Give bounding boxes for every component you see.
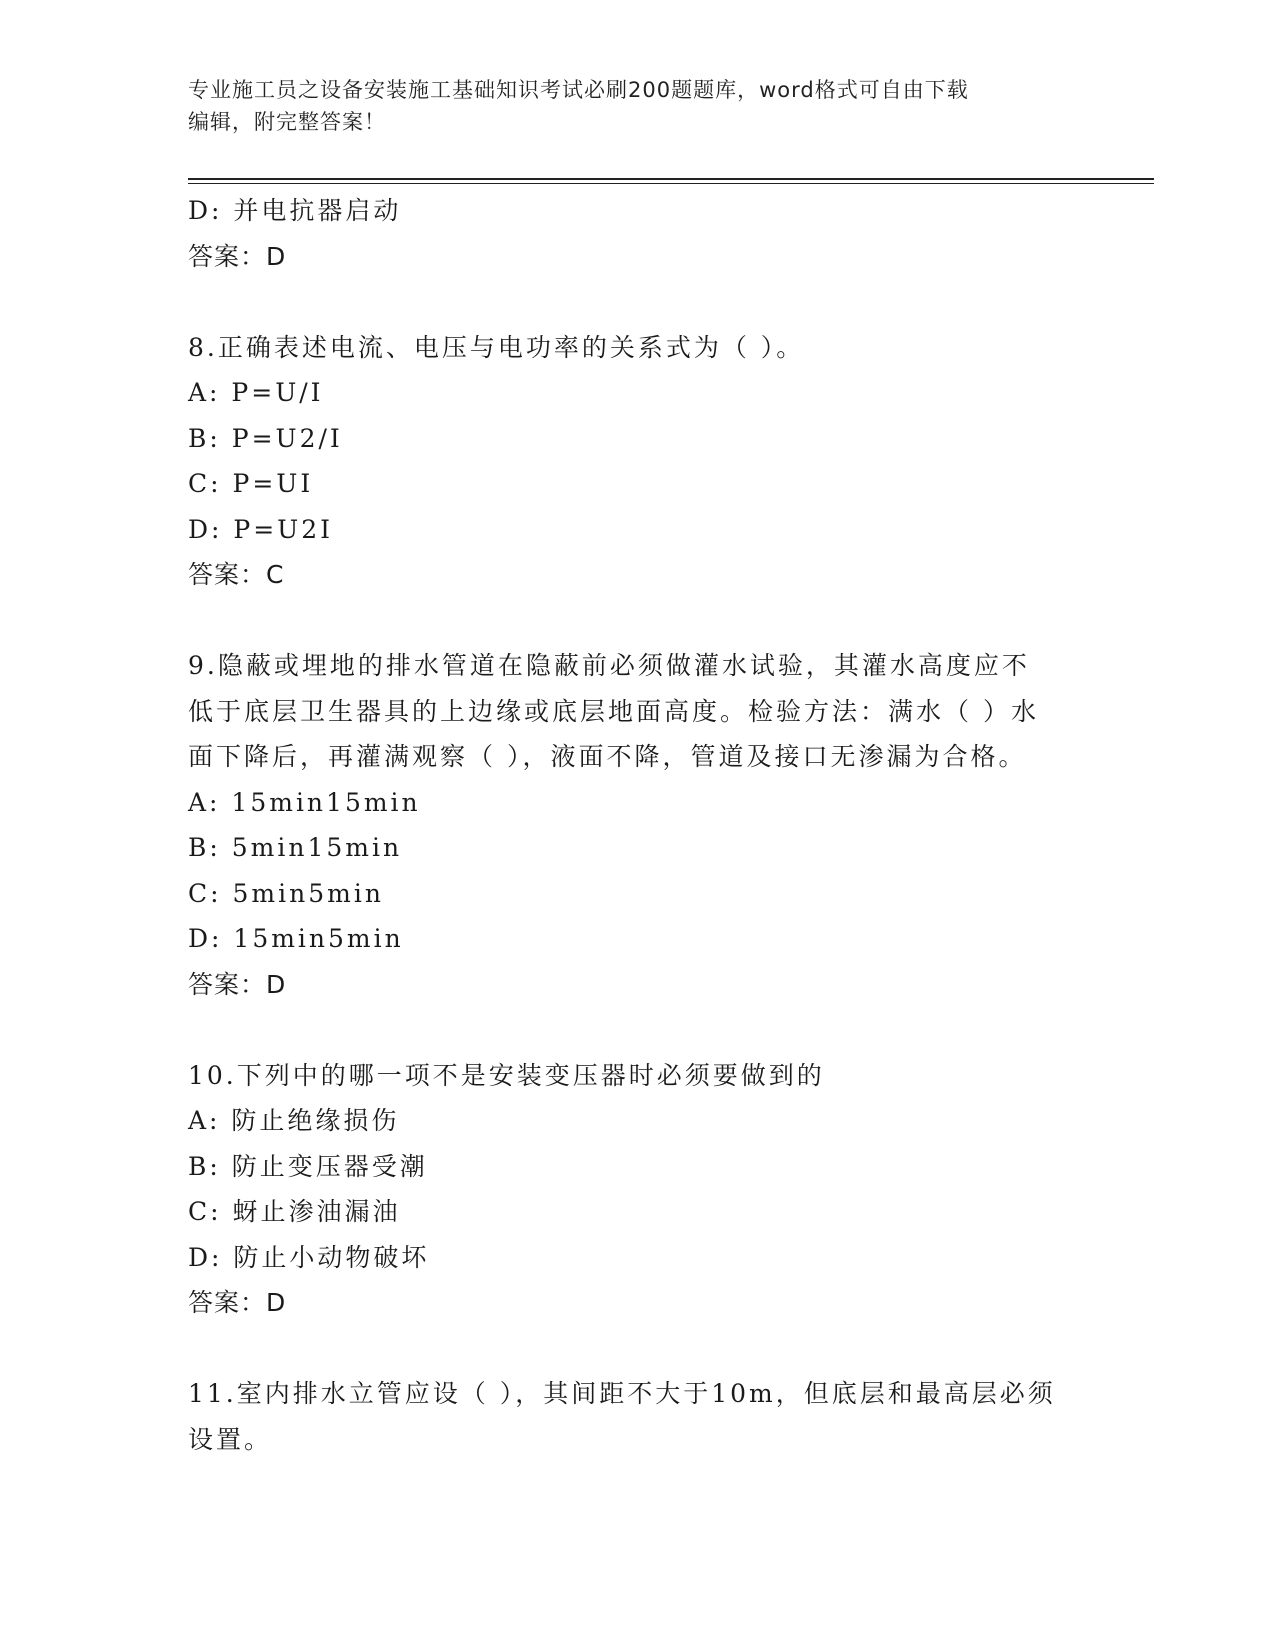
question-10 <box>188 1053 1088 1326</box>
option-c: C: 5min5min <box>188 878 384 908</box>
answer: 答案：C <box>188 560 285 589</box>
header-divider-thin <box>188 183 1154 184</box>
option-c: C: 蚜止渗油漏油 <box>188 1197 401 1226</box>
answer: 答案：D <box>188 1288 287 1317</box>
prev-option-d: D: 并电抗器启动 <box>188 196 402 225</box>
option-b: B: P=U2/I <box>188 423 343 453</box>
option-a: A: P=U/I <box>188 378 324 407</box>
question-text-line-1: 9.隐蔽或埋地的排水管道在隐蔽前必须做灌水试验，其灌水高度应不 <box>188 651 1030 680</box>
question-text-line-2: 低于底层卫生器具的上边缘或底层地面高度。检验方法：满水（ ）水 <box>188 696 1039 726</box>
question-text-line-3: 面下降后，再灌满观察（ ），液面不降，管道及接口无渗漏为合格。 <box>188 742 1027 771</box>
header-divider-thick <box>188 178 1154 180</box>
option-c: C: P=UI <box>188 469 314 498</box>
option-a: A: 防止绝缘损伤 <box>188 1106 400 1135</box>
question-8 <box>188 325 1088 598</box>
spacer <box>188 1326 1088 1372</box>
spacer <box>188 598 1088 644</box>
header-line-2: 编辑，附完整答案！ <box>188 110 386 134</box>
question-text-line-2: 设置。 <box>188 1424 273 1454</box>
option-b: B: 5min15min <box>188 833 403 862</box>
prev-answer: 答案：D <box>188 241 287 271</box>
answer: 答案：D <box>188 969 287 999</box>
question-text: 10.下列中的哪一项不是安装变压器时必须要做到的 <box>188 1060 825 1090</box>
question-text-line-1: 11.室内排水立管应设（ ），其间距不大于10m，但底层和最高层必须 <box>188 1379 1056 1408</box>
option-d: D: P=U2I <box>188 514 334 544</box>
page-header <box>188 74 1088 138</box>
option-b: B: 防止变压器受潮 <box>188 1151 428 1181</box>
question-list <box>188 188 1088 1462</box>
option-d: D: 15min5min <box>188 924 404 953</box>
option-d: D: 防止小动物破坏 <box>188 1242 430 1272</box>
question-text: 8.正确表述电流、电压与电功率的关系式为（ ）。 <box>188 332 805 362</box>
option-a: A: 15min15min <box>188 787 421 817</box>
question-11 <box>188 1371 1088 1462</box>
spacer <box>188 1007 1088 1053</box>
header-line-1: 专业施工员之设备安装施工基础知识考试必刷200题题库，word格式可自由下载 <box>188 78 969 102</box>
question-9 <box>188 643 1088 1007</box>
spacer <box>188 279 1088 325</box>
